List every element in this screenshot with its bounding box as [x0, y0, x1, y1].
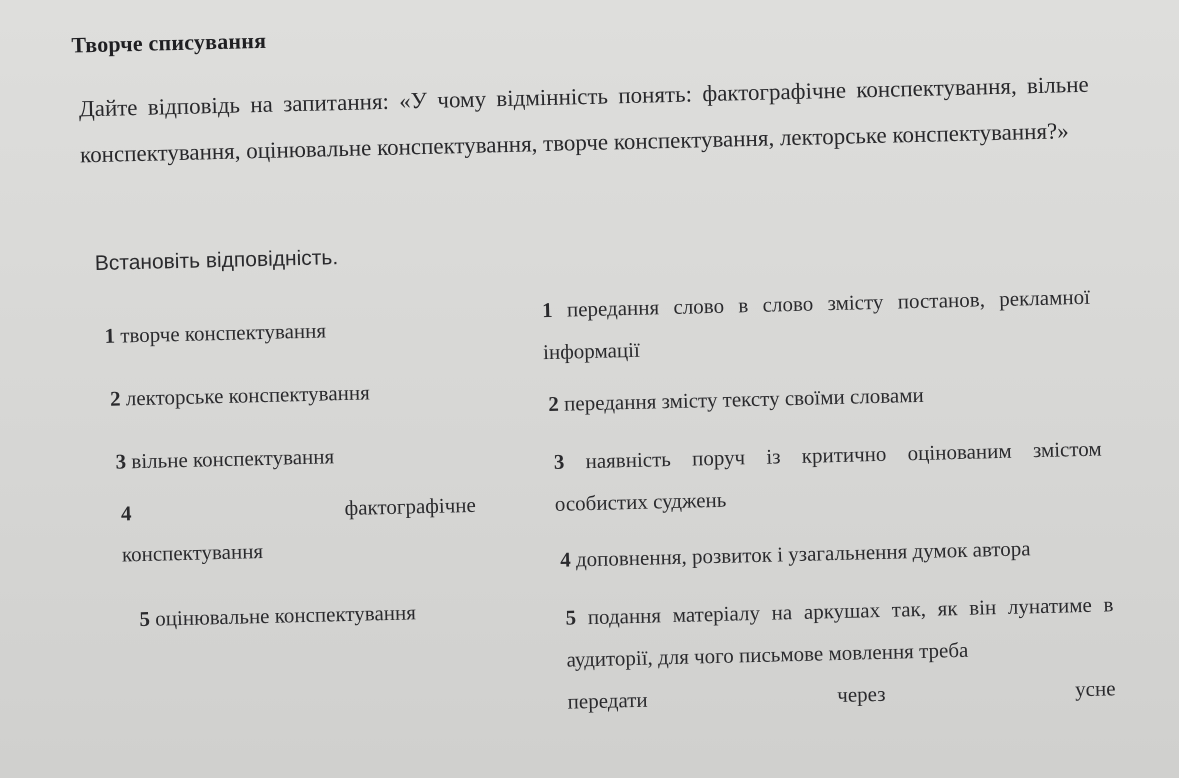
left-item-number: 2 — [109, 386, 121, 411]
right-item-text-word: через — [836, 681, 886, 708]
left-item-number: 4 — [120, 501, 132, 526]
right-item-1 — [542, 276, 1092, 373]
right-item-number: 3 — [553, 449, 565, 474]
right-item-text: передання змісту тексту своїми словами — [563, 382, 925, 416]
left-item-label: фактографічне — [344, 492, 477, 521]
right-item-4 — [560, 525, 1109, 580]
right-item-number: 1 — [541, 297, 553, 323]
right-item-5-last-line — [567, 667, 1116, 722]
right-item-text: подання матеріалу на аркушах так, як він лунатиме в аудиторії, для чого письмове мовлення треба — [566, 592, 1114, 672]
right-item-2 — [548, 370, 1097, 425]
left-item-4 — [121, 493, 478, 568]
left-item-5 — [139, 600, 416, 632]
left-item-number: 5 — [139, 606, 151, 632]
right-item-5 — [565, 583, 1116, 722]
right-item-number: 4 — [559, 547, 571, 572]
left-item-number: 3 — [115, 449, 127, 474]
left-item-label: вільне конспектування — [131, 444, 335, 474]
right-item-3 — [553, 428, 1103, 525]
right-item-text: передання слово в слово змісту постанов, рекламної інформації — [542, 284, 1091, 365]
left-item-4-line-1 — [121, 493, 477, 527]
page-title: Творче списування — [71, 27, 267, 58]
left-item-label: творче конспектування — [120, 318, 327, 348]
left-item-label: оцінювальне конспектування — [154, 600, 417, 631]
instruction-text: Встановіть відповідність. — [94, 246, 339, 276]
question-text: Дайте відповідь на запитання: «У чому відмінність понять: фактографічне конспектування, вільне конспектування, оцінювальне конспектування, творче конспектування, лекторське конспектування?» — [78, 71, 1090, 168]
left-item-number: 1 — [104, 323, 116, 348]
right-item-number: 2 — [548, 391, 560, 417]
left-item-1 — [104, 318, 326, 348]
right-item-number: 5 — [565, 605, 577, 630]
left-item-label-continued: конспектування — [121, 539, 264, 567]
left-item-3 — [115, 444, 334, 474]
left-item-label: лекторське конспектування — [125, 380, 371, 411]
right-item-text-word: усне — [1074, 676, 1116, 702]
left-item-2 — [110, 380, 370, 411]
right-item-text: доповнення, розвиток і узагальнення думок автора — [575, 536, 1031, 572]
right-item-text: наявність поруч із критично оцінованим змістом особистих суджень — [554, 436, 1102, 516]
right-item-text-word: передати — [567, 687, 648, 714]
